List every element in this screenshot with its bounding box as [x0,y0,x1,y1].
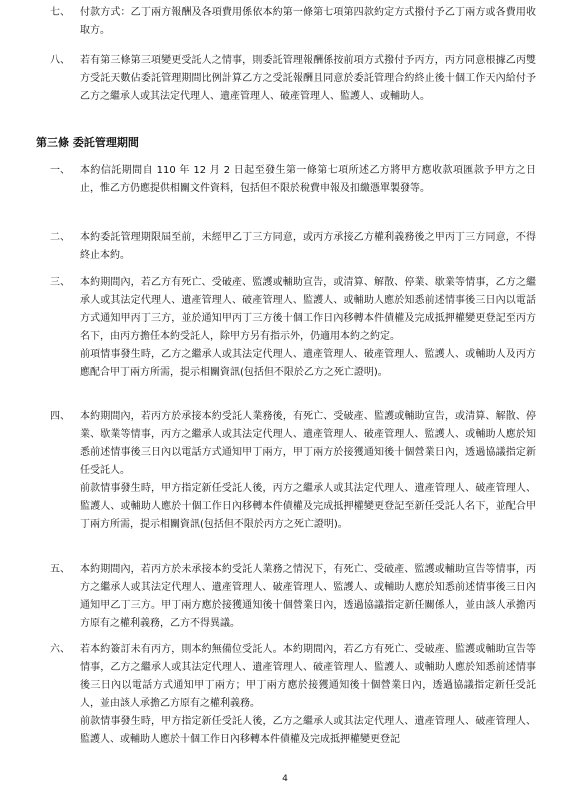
item-number: 二、 [50,232,70,243]
item-paragraph: 本約期間內，若丙方於承接本約受託人業務後，有死亡、受破產、監護或輔助宣告，或清算、解散、停業、歇業等情事，丙方之繼承人或其法定代理人、遺產管理人、破產管理人、監護人、或輔助人應於知悉前述情事後三日內以電話方式通知甲丁兩方，甲丁兩方於接獲通知後十個營業日內，透過協議指定新任受託人。 [80,411,536,476]
item-number: 一、 [50,165,70,176]
section-item-2 [50,229,536,265]
clause-text: 付款方式：乙丁兩方報酬及各項費用係依本約第一條第七項第四款約定方式撥付予乙丁兩方或各費用收取方。 [80,7,536,36]
clause-item-7 [50,4,536,40]
item-number: 四、 [50,411,70,422]
section-item-6 [50,641,536,749]
section-item-3 [50,274,536,382]
item-paragraph: 前項情事發生時，乙方之繼承人或其法定代理人、遺產管理人、破產管理人、監護人、或輔助人及丙方應配合甲丁兩方所需，提示相關資訊(包括但不限於乙方之死亡證明)。 [80,349,536,378]
clause-number: 七、 [50,7,70,18]
item-number: 六、 [50,644,70,655]
item-paragraph: 本約信託期間自 110 年 12 月 2 日起至發生第一條第七項所述乙方將甲方應收款項匯款予甲方之日止，惟乙方仍應提供相關文件資料，包括但不限於稅費申報及扣繳憑單製發等。 [80,165,536,194]
section-item-5 [50,561,536,633]
item-number: 五、 [50,564,70,575]
item-paragraph: 前款情事發生時，甲方指定新任受託人後，丙方之繼承人或其法定代理人、遺產管理人、破產管理人、監護人、或輔助人應於十個工作日內移轉本件債權及完成抵押權變更登記至新任受託人名下，並配合甲丁兩方所需，提示相關資訊(包括但不限於丙方之死亡證明)。 [80,483,536,530]
item-paragraph: 前款情事發生時，甲方指定新任受託人後，乙方之繼承人或其法定代理人、遺產管理人、破產管理人、監護人、或輔助人應於十個工作日內移轉本件債權及完成抵押權變更登記 [80,716,536,745]
section-item-4 [50,408,536,534]
item-paragraph: 本約委託管理期限屆至前，未經甲乙丁三方同意，或丙方承接乙方權利義務後之甲丙丁三方同意，不得終止本約。 [80,232,536,261]
item-paragraph: 本約期間內，若丙方於未承接本約受託人業務之情況下，有死亡、受破產、監護或輔助宣告等情事，丙方之繼承人或其法定代理人、遺產管理人、破產管理人、監護人、或輔助人應於知悉前述情事後三日內通知甲乙丁三方。甲丁兩方應於接獲通知後十個營業日內，透過協議指定新任關係人，並由該人承擔丙方原有之權利義務，乙方不得異議。 [80,564,536,629]
section-item-1 [50,162,536,198]
item-paragraph: 本約期間內，若乙方有死亡、受破產、監護或輔助宣告，或清算、解散、停業、歇業等情事，乙方之繼承人或其法定代理人、遺產管理人、破產管理人、監護人、或輔助人應於知悉前述情事後三日內以電話方式通知甲丙丁三方，並於通知甲丙丁三方後十個工作日內移轉本件債權及完成抵押權變更登記至丙方名下，由丙方擔任本約受託人，除甲方另有指示外，仍適用本約之約定。 [80,277,536,342]
item-number: 三、 [50,277,70,288]
clause-number: 八、 [50,55,70,66]
clause-text: 若有第三條第三項變更受託人之情事，則委託管理報酬係按前項方式撥付予丙方，丙方同意根據乙丙雙方受託天數佔委託管理期間比例計算乙方之受託報酬且同意於委託管理合約終止後十個工作天內給付予乙方之繼承人或其法定代理人、遺產管理人、破產管理人、監護人、或輔助人。 [80,55,536,102]
item-paragraph: 若本約簽訂未有丙方，則本約無備位受託人。本約期間內，若乙方有死亡、受破產、監護或輔助宣告等情事，乙方之繼承人或其法定代理人、遺產管理人、破產管理人、監護人、或輔助人應於知悉前述情事後三日內以電話方式通知甲丁兩方；甲丁兩方應於接獲通知後十個營業日內，透過協議指定新任受託人，並由該人承擔乙方原有之權利義務。 [80,644,536,709]
page-number: 4 [282,774,288,784]
section-title: 第三條 委託管理期間 [36,136,139,149]
clause-item-8 [50,52,536,106]
